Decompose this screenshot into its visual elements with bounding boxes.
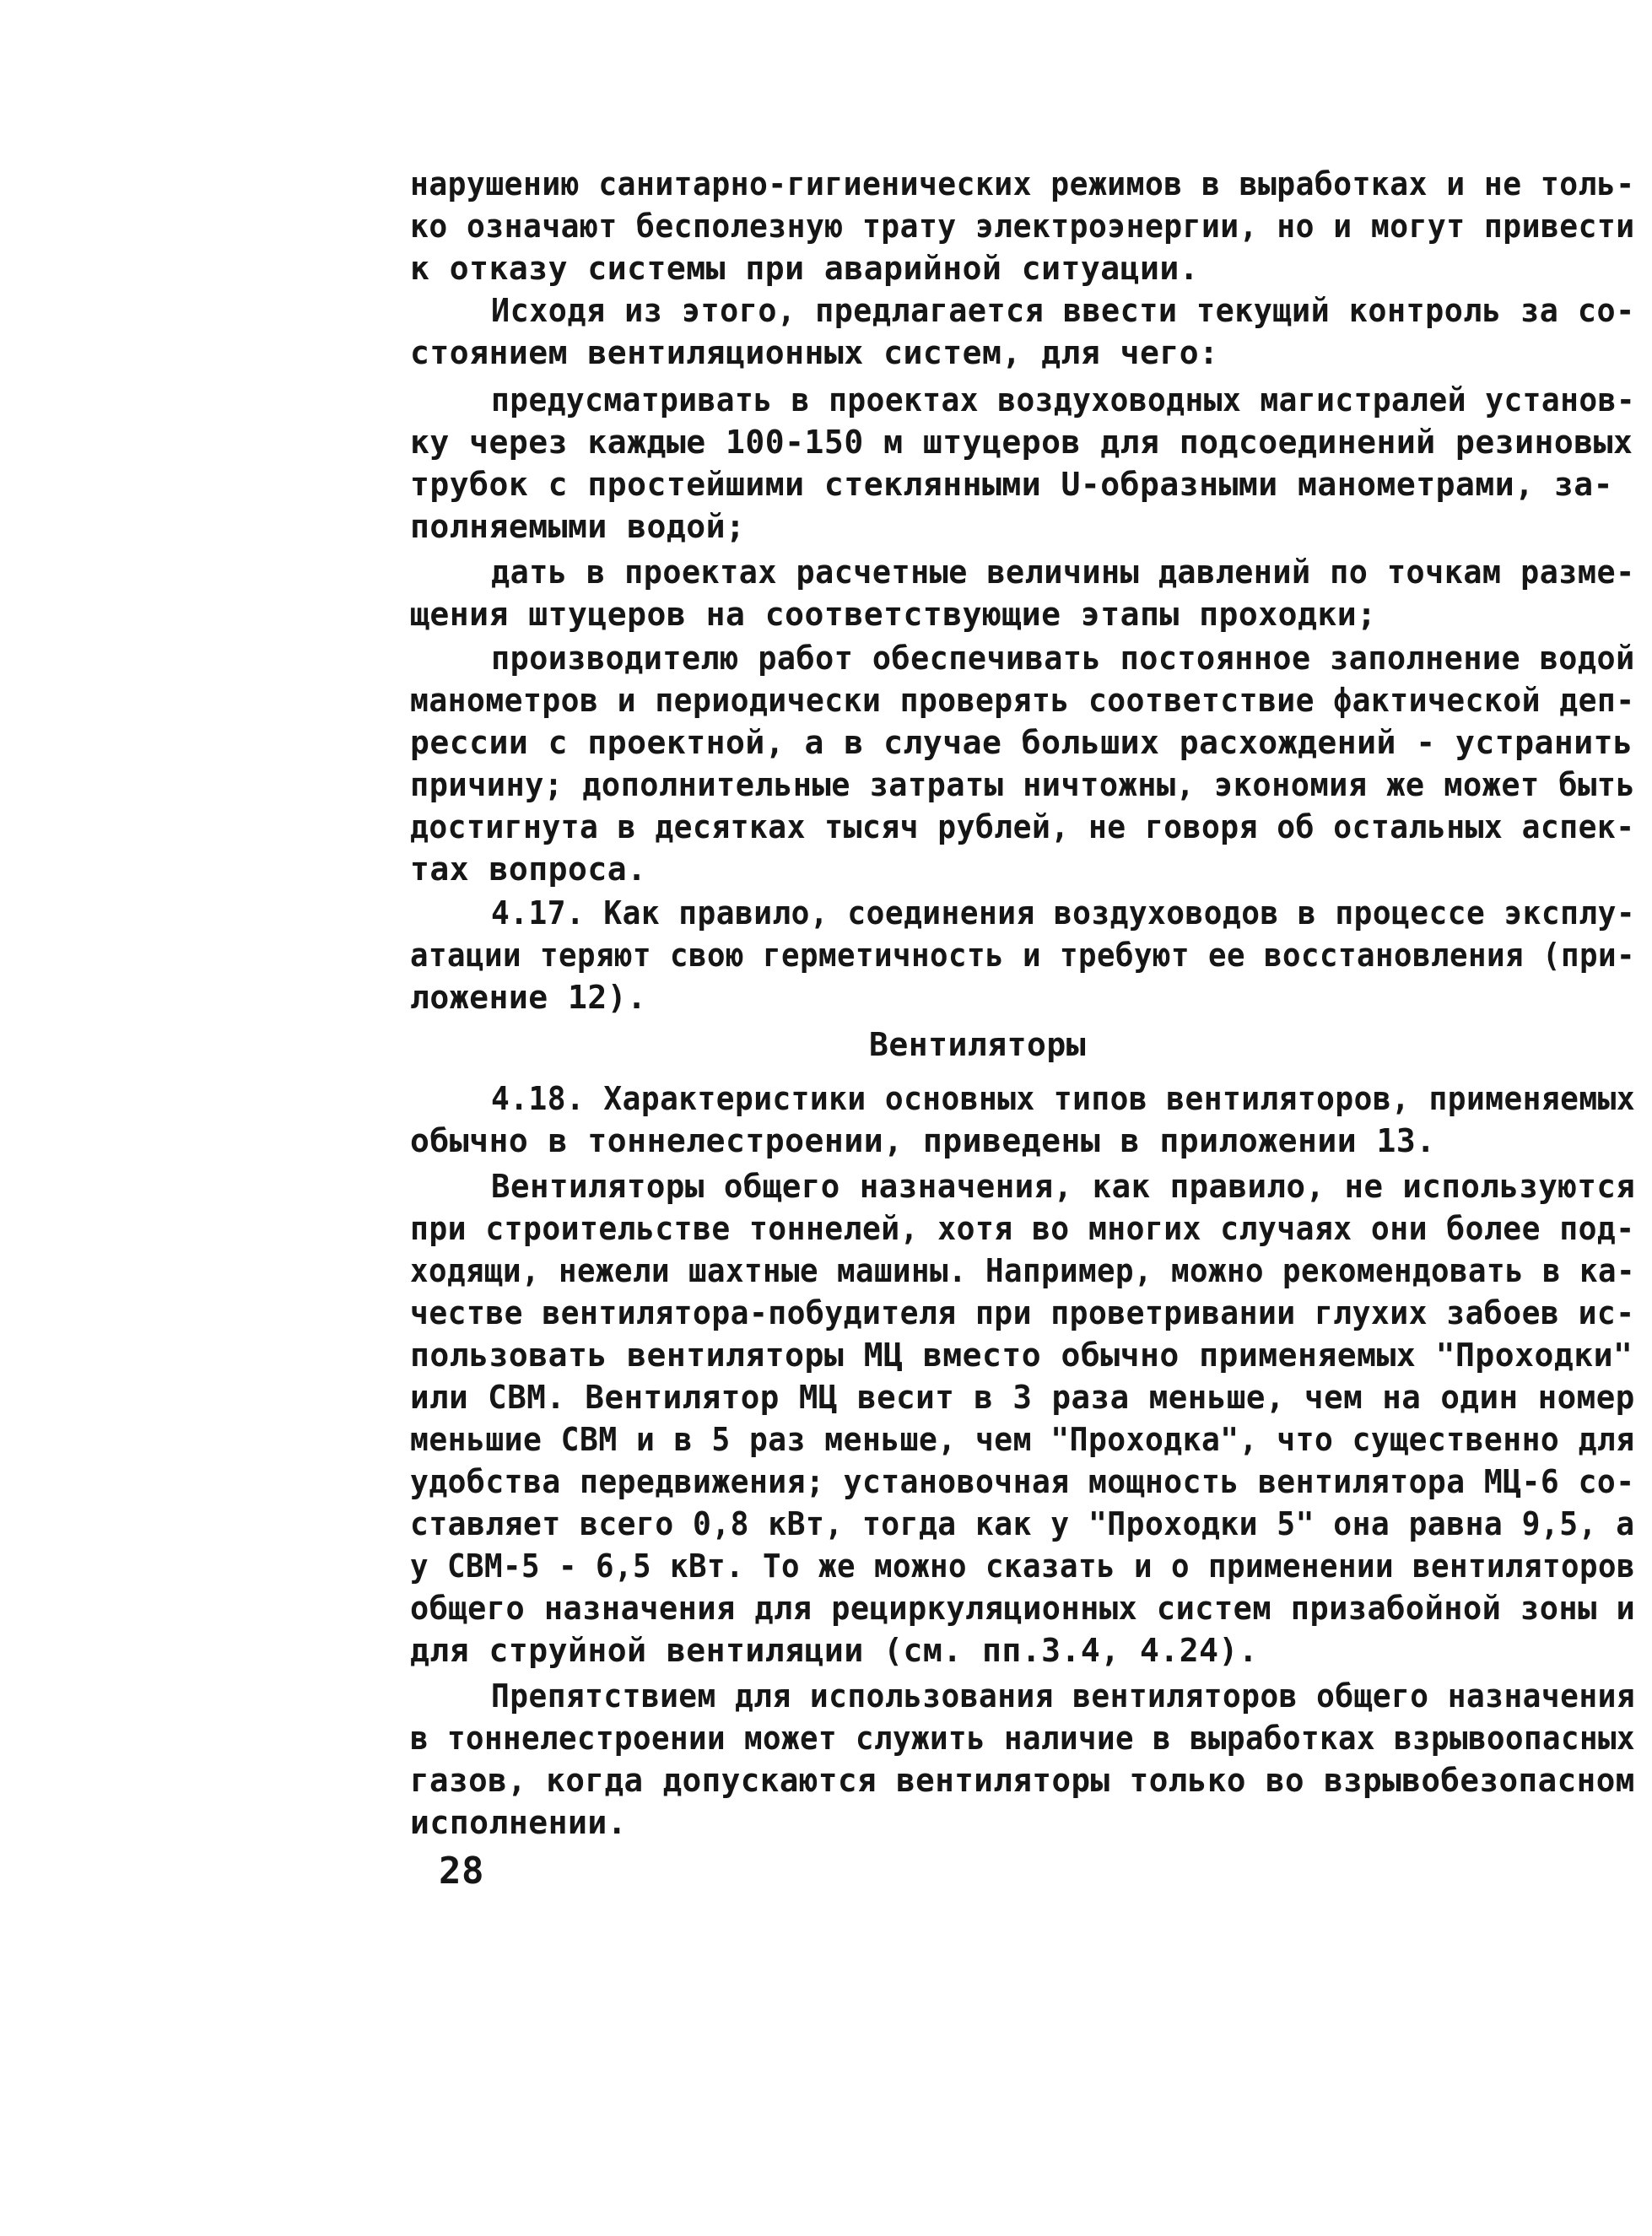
text-line: достигнута в десятках тысяч рублей, не говоря об остальных аспек- (410, 808, 1635, 845)
text-line: ходящи, нежели шахтные машины. Например, можно рекомендовать в ка- (410, 1252, 1635, 1289)
text-line: манометров и периодически проверять соответствие фактической деп- (410, 682, 1635, 719)
text-line: Препятствием для использования вентиляторов общего назначения (491, 1677, 1636, 1715)
text-line: дать в проектах расчетные величины давлений по точкам разме- (491, 554, 1635, 591)
text-line: трубок с простейшими стеклянными U-образными манометрами, за- (410, 466, 1614, 503)
text-line: газов, когда допускаются вентиляторы только во взрывобезопасном (410, 1762, 1635, 1799)
text-line: нарушению санитарно-гигиенических режимов в выработках и не толь- (410, 165, 1635, 203)
text-line: Вентиляторы общего назначения, как правило, не используются (491, 1168, 1636, 1205)
text-line: полняемыми водой; (410, 508, 746, 545)
text-line: для струйной вентиляции (см. пп.3.4, 4.24). (410, 1632, 1259, 1669)
text-line: ку через каждые 100-150 м штуцеров для подсоединений резиновых (410, 424, 1633, 461)
text-line: ложение 12). (410, 979, 647, 1016)
text-line: или СВМ. Вентилятор МЦ весит в 3 раза меньше, чем на один номер (410, 1379, 1635, 1416)
text-line: стоянием вентиляционных систем, для чего: (410, 334, 1219, 371)
text-line: честве вентилятора-побудителя при проветривании глухих забоев ис- (410, 1294, 1635, 1331)
text-line: ко означают бесполезную трату электроэнергии, но и могут привести (410, 208, 1635, 245)
text-line: меньшие СВМ и в 5 раз меньше, чем "Проходка", что существенно для (410, 1421, 1635, 1458)
text-line: предусматривать в проектах воздуховодных магистралей установ- (491, 381, 1636, 419)
text-line: 4.18. Характеристики основных типов вентиляторов, применяемых (491, 1080, 1636, 1117)
section-heading: Вентиляторы (869, 1026, 1087, 1063)
text-line: атации теряют свою герметичность и требуют ее восстановления (при- (410, 937, 1635, 974)
text-line: у СВМ-5 - 6,5 кВт. То же можно сказать и о применении вентиляторов (410, 1547, 1635, 1585)
text-line: ставляет всего 0,8 кВт, тогда как у "Проходки 5" она равна 9,5, а (410, 1505, 1635, 1542)
text-line: тах вопроса. (410, 851, 647, 888)
text-line: производителю работ обеспечивать постоянное заполнение водой (491, 640, 1635, 677)
page-number: 28 (439, 1850, 484, 1893)
text-line: рессии с проектной, а в случае больших расхождений - устранить (410, 724, 1633, 761)
text-line: причину; дополнительные затраты ничтожны, экономия же может быть (410, 766, 1636, 803)
text-line: к отказу системы при аварийной ситуации. (410, 250, 1200, 287)
text-line: в тоннелестроении может служить наличие в выработках взрывоопасных (410, 1720, 1635, 1757)
text-line: обычно в тоннелестроении, приведены в приложении 13. (410, 1122, 1436, 1159)
text-line: Исходя из этого, предлагается ввести текущий контроль за со- (491, 292, 1635, 329)
text-line: общего назначения для рециркуляционных систем призабойной зоны и (410, 1590, 1636, 1627)
text-line: пользовать вентиляторы МЦ вместо обычно применяемых "Проходки" (410, 1337, 1633, 1374)
text-line: исполнении. (410, 1804, 628, 1841)
text-line: удобства передвижения; установочная мощность вентилятора МЦ-6 со- (410, 1463, 1635, 1500)
text-line: при строительстве тоннелей, хотя во многих случаях они более под- (410, 1210, 1635, 1247)
text-line: 4.17. Как правило, соединения воздуховодов в процессе эксплу- (491, 894, 1636, 932)
text-line: щения штуцеров на соответствующие этапы проходки; (410, 596, 1377, 633)
